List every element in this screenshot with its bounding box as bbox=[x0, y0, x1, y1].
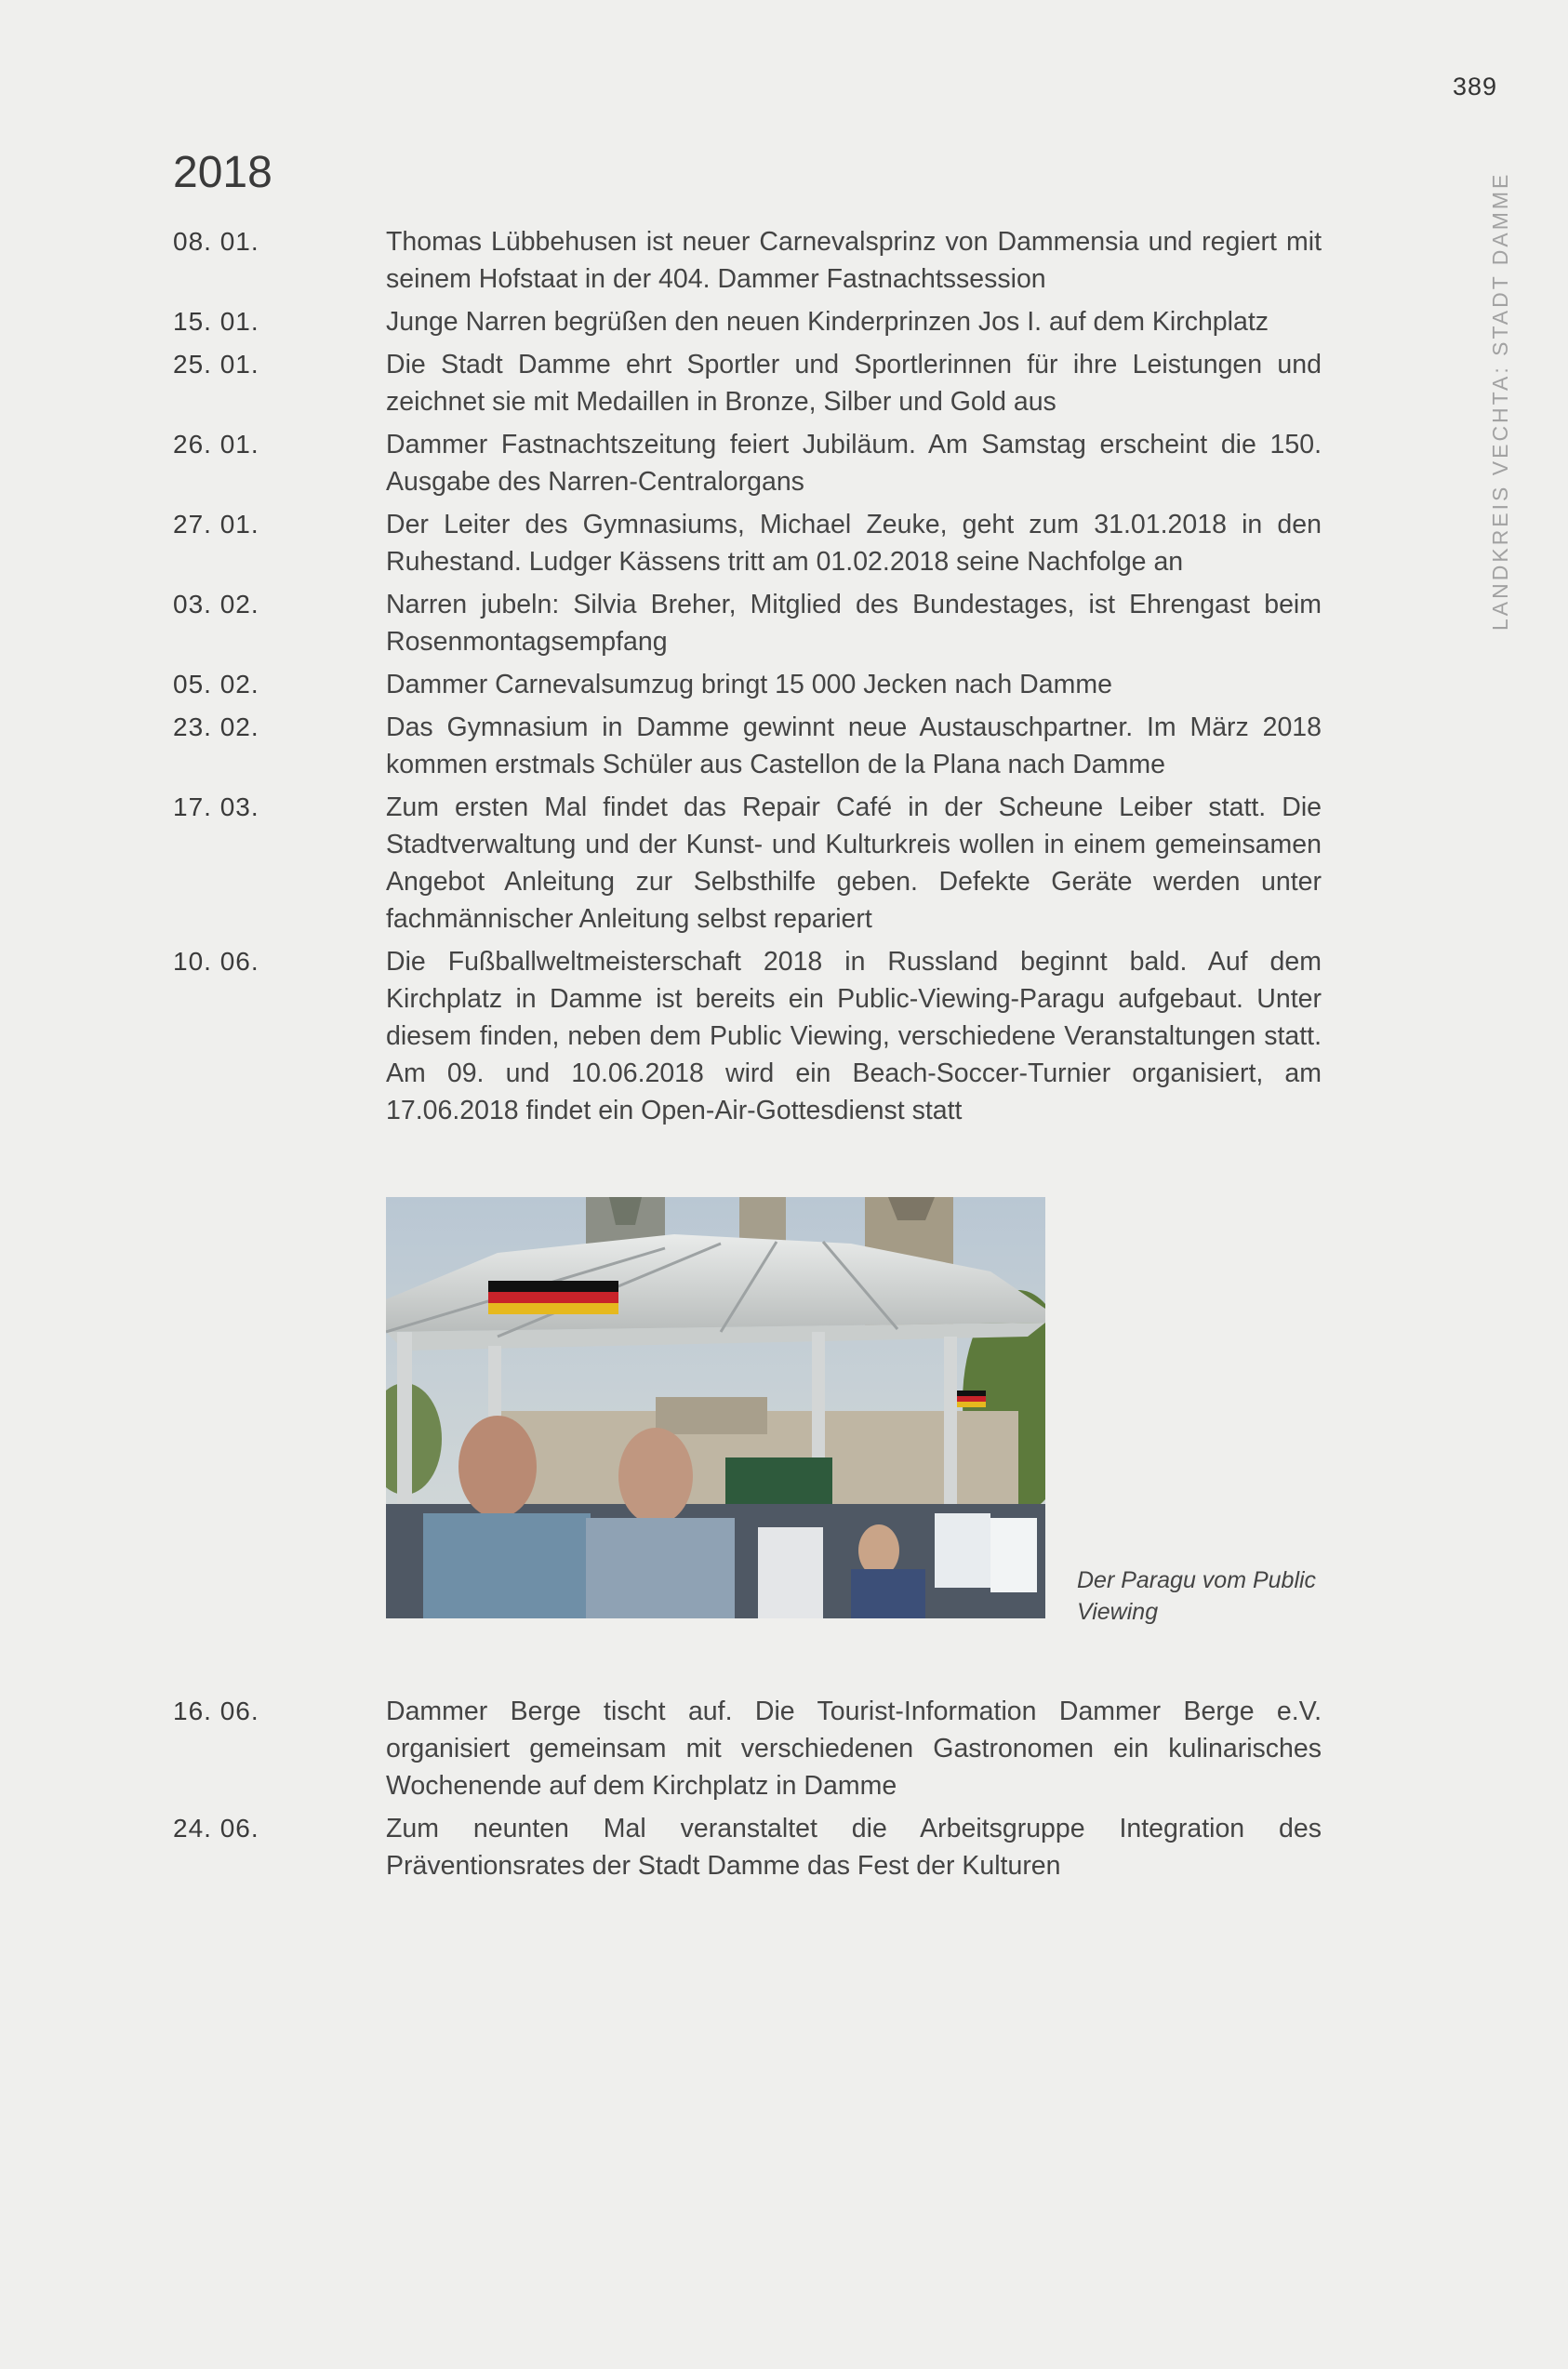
entry-text: Junge Narren begrüßen den neuen Kinderprinzen Jos I. auf dem Kirchplatz bbox=[386, 307, 1269, 337]
year-heading: 2018 bbox=[173, 148, 272, 197]
entry-date: 24. 06. bbox=[173, 1814, 259, 1843]
entry-text: Zum ersten Mal findet das Repair Café in der Scheune Leiber statt. Die Stadtverwaltung und der Kunst- und Kulturkreis wollen in einem gemeinsamen Angebot Anleitung zur Selbsthilfe geben. Defekte Geräte werden unter fachmännischer Anleitung selbst repariert bbox=[386, 792, 1322, 934]
chronicle-entry bbox=[173, 1810, 1335, 1884]
chronicle-entry bbox=[173, 303, 1335, 340]
chronicle-entry bbox=[173, 426, 1335, 500]
public-viewing-photo bbox=[386, 1197, 1045, 1618]
entry-date: 16. 06. bbox=[173, 1697, 259, 1725]
entry-date: 03. 02. bbox=[173, 590, 259, 619]
entry-date: 08. 01. bbox=[173, 227, 259, 256]
chronicle-list-continued bbox=[173, 1693, 1335, 1890]
entry-text: Das Gymnasium in Damme gewinnt neue Austauschpartner. Im März 2018 kommen erstmals Schüler aus Castellon de la Plana nach Damme bbox=[386, 712, 1322, 779]
entry-text: Thomas Lübbehusen ist neuer Carnevalsprinz von Dammensia und regiert mit seinem Hofstaat in der 404. Dammer Fastnachtssession bbox=[386, 227, 1322, 294]
entry-text: Zum neunten Mal veranstaltet die Arbeitsgruppe Integration des Präventionsrates der Stadt Damme das Fest der Kulturen bbox=[386, 1814, 1322, 1881]
chronicle-entry bbox=[173, 223, 1335, 298]
entry-date: 10. 06. bbox=[173, 947, 259, 976]
chronicle-entry bbox=[173, 789, 1335, 938]
entry-date: 26. 01. bbox=[173, 430, 259, 459]
entry-date: 17. 03. bbox=[173, 792, 259, 821]
chronicle-entry bbox=[173, 709, 1335, 783]
entry-text: Die Fußballweltmeisterschaft 2018 in Russland beginnt bald. Auf dem Kirchplatz in Damme ist bereits ein Public-Viewing-Paragu aufgebaut. Unter diesem finden, neben dem Public Viewing, verschiedene Veranstaltungen statt. Am 09. und 10.06.2018 wird ein Beach-Soccer-Turnier organisiert, am 17.06.2018 findet ein Open-Air-Gottesdienst statt bbox=[386, 947, 1322, 1125]
chronicle-entry bbox=[173, 943, 1335, 1129]
chronicle-entry bbox=[173, 586, 1335, 660]
entry-date: 27. 01. bbox=[173, 510, 259, 539]
entry-text: Die Stadt Damme ehrt Sportler und Sportlerinnen für ihre Leistungen und zeichnet sie mit Medaillen in Bronze, Silber und Gold aus bbox=[386, 350, 1322, 417]
entry-text: Dammer Carnevalsumzug bringt 15 000 Jecken nach Damme bbox=[386, 670, 1112, 699]
entry-date: 05. 02. bbox=[173, 670, 259, 699]
entry-date: 23. 02. bbox=[173, 712, 259, 741]
entry-date: 25. 01. bbox=[173, 350, 259, 379]
chronicle-entry bbox=[173, 346, 1335, 420]
entry-text: Narren jubeln: Silvia Breher, Mitglied des Bundestages, ist Ehrengast beim Rosenmontagsempfang bbox=[386, 590, 1322, 657]
photo-caption: Der Paragu vom Public Viewing bbox=[1077, 1567, 1317, 1625]
page-number: 389 bbox=[1452, 73, 1497, 100]
entry-text: Der Leiter des Gymnasiums, Michael Zeuke, geht zum 31.01.2018 in den Ruhestand. Ludger Kässens tritt am 01.02.2018 seine Nachfolge an bbox=[386, 510, 1322, 577]
photo-illustration bbox=[386, 1197, 1045, 1618]
running-header: LANDKREIS VECHTA: STADT DAMME bbox=[1488, 171, 1512, 631]
entry-date: 15. 01. bbox=[173, 307, 259, 336]
entry-text: Dammer Berge tischt auf. Die Tourist-Information Dammer Berge e.V. organisiert gemeinsam mit verschiedenen Gastronomen ein kulinarisches Wochenende auf dem Kirchplatz in Damme bbox=[386, 1697, 1322, 1801]
chronicle-entry bbox=[173, 666, 1335, 703]
entry-text: Dammer Fastnachtszeitung feiert Jubiläum. Am Samstag erscheint die 150. Ausgabe des Narren-Centralorgans bbox=[386, 430, 1322, 497]
chronicle-list bbox=[173, 223, 1335, 1135]
chronicle-entry bbox=[173, 1693, 1335, 1804]
chronicle-entry bbox=[173, 506, 1335, 580]
